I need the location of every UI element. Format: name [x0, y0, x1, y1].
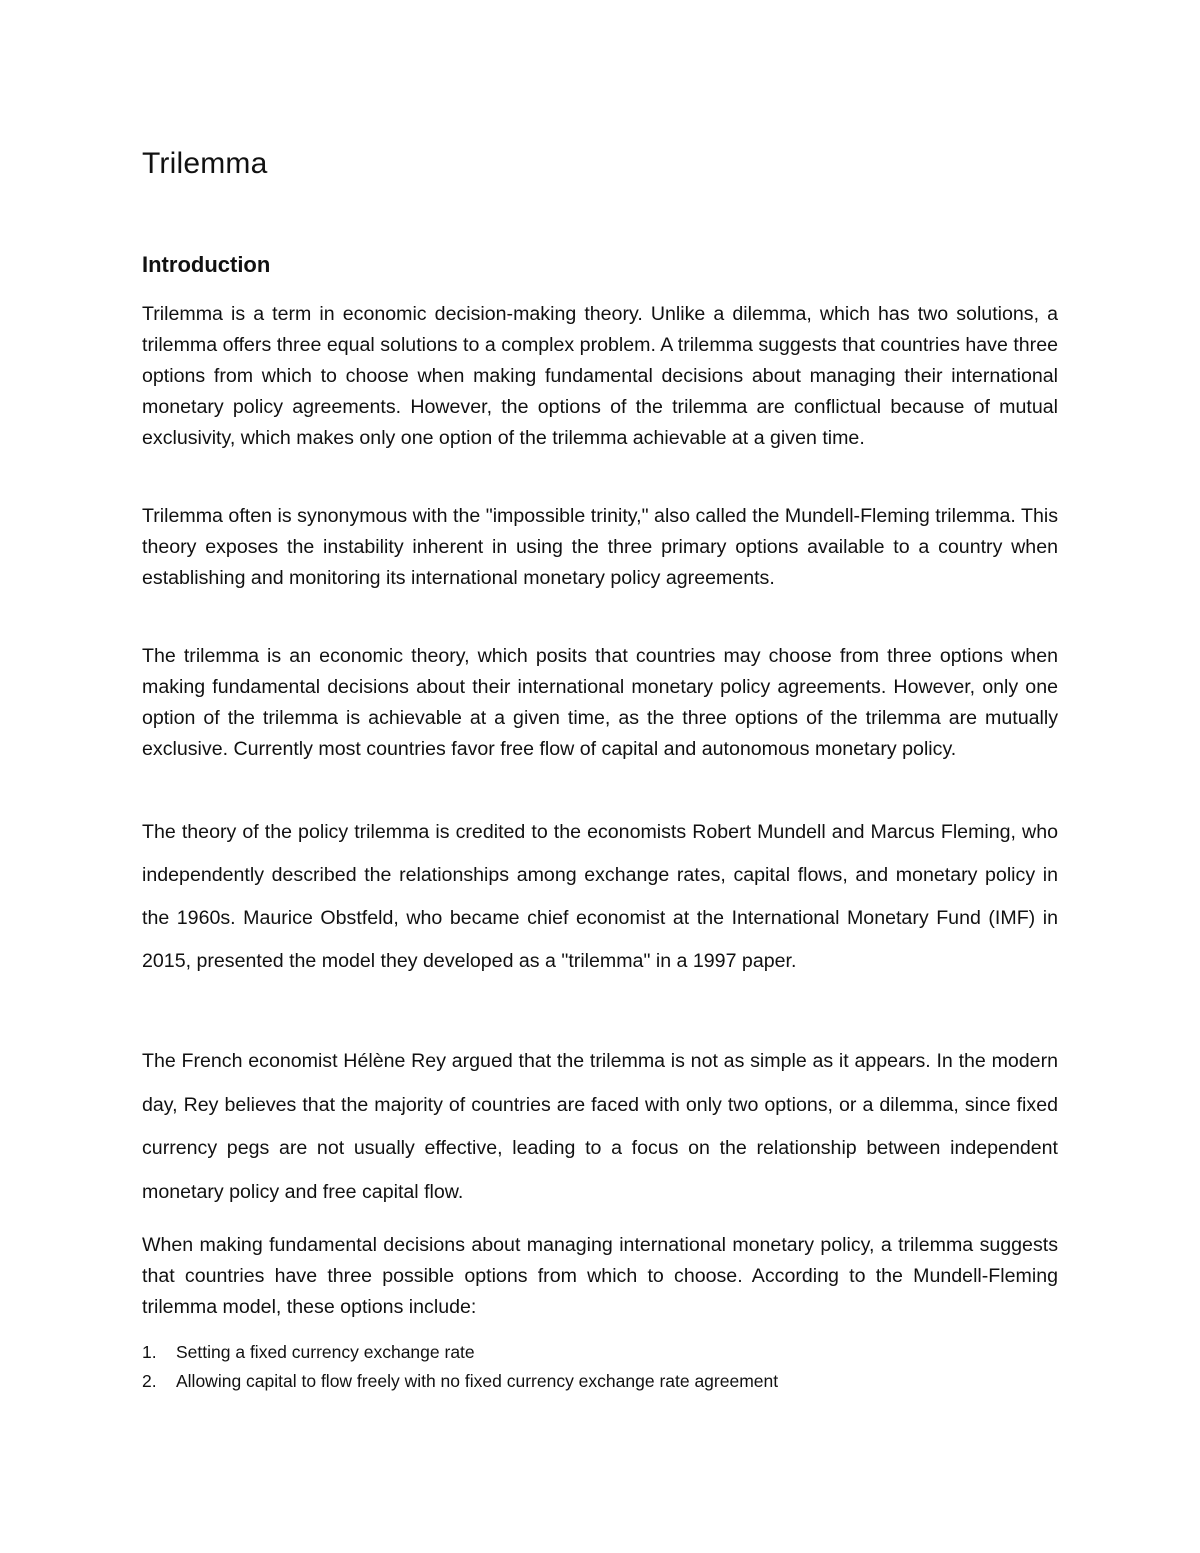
paragraph: The theory of the policy trilemma is credited to the economists Robert Mundell and Marcus Fleming, who independently described the relationships among exchange rates, capital flows, and monetary policy in the 1960s. Maurice Obstfeld, who became chief economist at the International Monetary Fund (IMF) in 2015, presented the model they developed as a "trilemma" in a 1997 paper.	[142, 821, 1058, 972]
list-item-number: 1.	[142, 1342, 157, 1362]
list-item	[142, 1338, 778, 1367]
paragraph: The trilemma is an economic theory, which posits that countries may choose from three options when making fundamental decisions about their international monetary policy agreements. However, only one option of the trilemma is achievable at a given time, as the three options of the trilemma are mutually exclusive. Currently most countries favor free flow of capital and autonomous monetary policy.	[142, 645, 1058, 760]
list-item-number: 2.	[142, 1371, 157, 1391]
paragraph: Trilemma often is synonymous with the "impossible trinity," also called the Mundell-Fleming trilemma. This theory exposes the instability inherent in using the three primary options available to a country when establishing and monitoring its international monetary policy agreements.	[142, 505, 1058, 589]
paragraph: Trilemma is a term in economic decision-making theory. Unlike a dilemma, which has two solutions, a trilemma offers three equal solutions to a complex problem. A trilemma suggests that countries have three options from which to choose when making fundamental decisions about managing their international monetary policy agreements. However, the options of the trilemma are conflictual because of mutual exclusivity, which makes only one option of the trilemma achievable at a given time.	[142, 303, 1058, 449]
document-title: Trilemma	[142, 147, 268, 180]
list-item-text: Setting a fixed currency exchange rate	[176, 1342, 475, 1362]
options-list	[142, 1338, 778, 1396]
list-item	[142, 1367, 778, 1396]
paragraph: When making fundamental decisions about managing international monetary policy, a trilemma suggests that countries have three possible options from which to choose. According to the Mundell-Fleming trilemma model, these options include:	[142, 1234, 1058, 1318]
paragraph: The French economist Hélène Rey argued that the trilemma is not as simple as it appears. In the modern day, Rey believes that the majority of countries are faced with only two options, or a dilemma, since fixed currency pegs are not usually effective, leading to a focus on the relationship between independent monetary policy and free capital flow.	[142, 1050, 1058, 1203]
list-item-text: Allowing capital to flow freely with no fixed currency exchange rate agreement	[176, 1371, 779, 1391]
section-heading: Introduction	[142, 252, 271, 277]
